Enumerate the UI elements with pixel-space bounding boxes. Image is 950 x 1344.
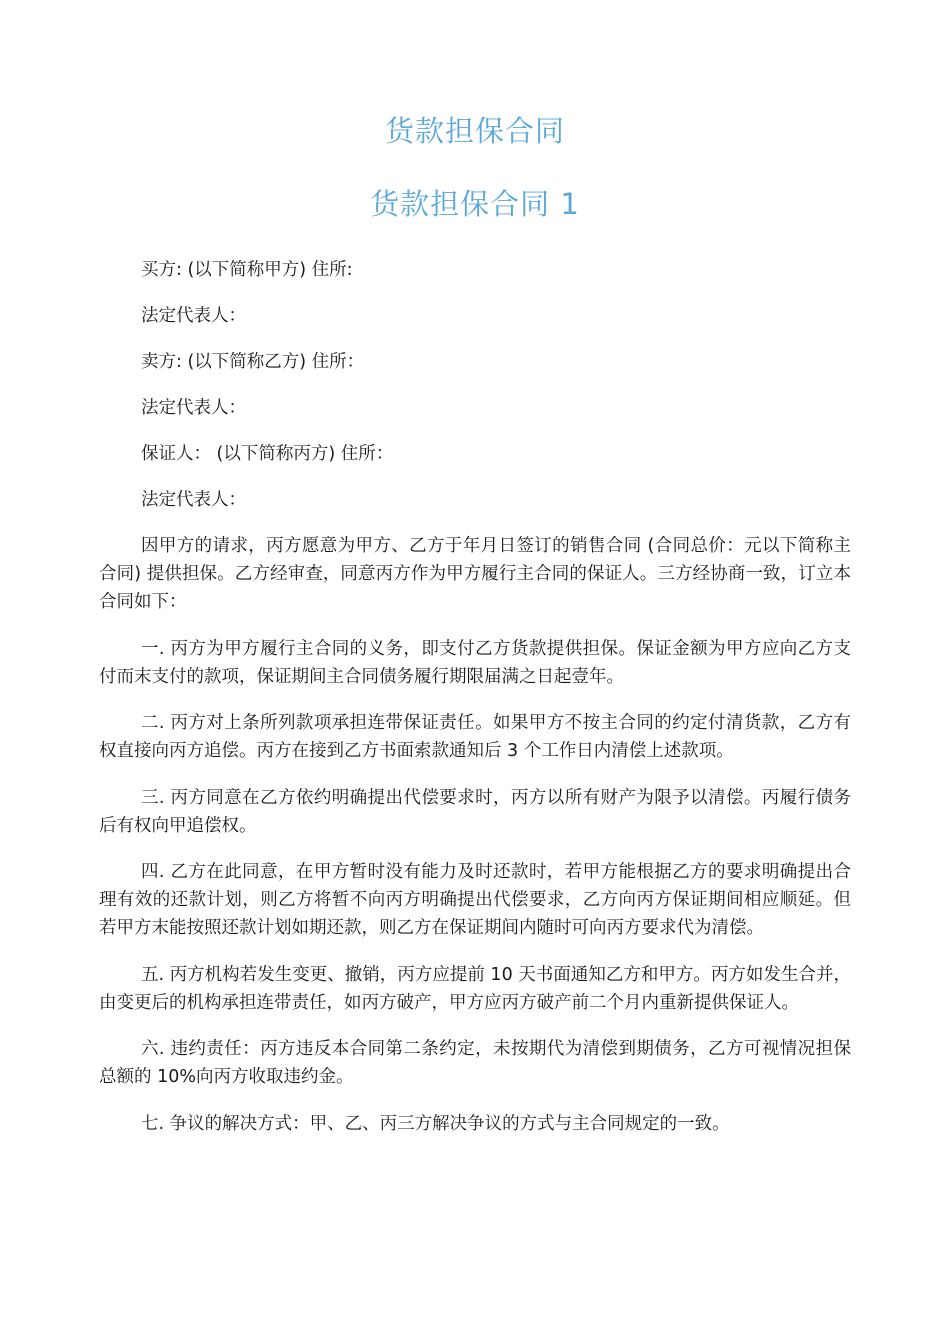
clause-5: 五. 丙方机构若发生变更、撤销，丙方应提前 10 天书面通知乙方和甲方。丙方如发生合并，由变更后的机构承担连带责任，如丙方破产，甲方应丙方破产前二个月内重新提供保证人。: [99, 964, 851, 1013]
party-a-line: 买方: (以下简称甲方) 住所:: [141, 260, 353, 280]
preamble-paragraph: 因甲方的请求，丙方愿意为甲方、乙方于年月日签订的销售合同 (合同总价：元以下简称主合同) 提供担保。乙方经审查，同意丙方作为甲方履行主合同的保证人。三方经协商一致，订立本合同如下：: [99, 536, 851, 612]
document-subtitle: 货款担保合同 1: [370, 187, 580, 221]
guarantor-representative: 法定代表人：: [141, 490, 246, 510]
clause-3: 三. 丙方同意在乙方依约明确提出代偿要求时，丙方以所有财产为限予以清偿。丙履行债务后有权向甲追偿权。: [99, 787, 851, 836]
party-b-representative: 法定代表人：: [141, 398, 246, 418]
clause-6: 六. 违约责任：丙方违反本合同第二条约定，未按期代为清偿到期债务，乙方可视情况担保总额的 10%向丙方收取违约金。: [99, 1039, 851, 1087]
party-b-line: 卖方: (以下简称乙方) 住所：: [141, 352, 365, 372]
document-title: 货款担保合同: [384, 114, 565, 148]
clause-2: 二. 丙方对上条所列款项承担连带保证责任。如果甲方不按主合同的约定付清货款，乙方有权直接向丙方追偿。丙方在接到乙方书面索款通知后 3 个工作日内清偿上述款项。: [99, 713, 851, 761]
clause-1: 一. 丙方为甲方履行主合同的义务，即支付乙方货款提供担保。保证金额为甲方应向乙方支付而末支付的款项，保证期间主合同债务履行期限届满之日起壹年。: [99, 638, 851, 687]
document-body: [99, 256, 851, 1156]
clause-4: 四. 乙方在此同意，在甲方暂时没有能力及时还款时，若甲方能根据乙方的要求明确提出合理有效的还款计划，则乙方将暂不向丙方明确提出代偿要求，乙方向丙方保证期间相应顺延。但若甲方末能按照还款计划如期还款，则乙方在保证期间内随时可向丙方要求代为清偿。: [99, 862, 851, 938]
clause-7: 七. 争议的解决方式：甲、乙、丙三方解决争议的方式与主合同规定的一致。: [141, 1113, 730, 1134]
guarantor-line: 保证人： (以下简称丙方) 住所：: [141, 444, 394, 464]
party-a-representative: 法定代表人：: [141, 306, 246, 326]
